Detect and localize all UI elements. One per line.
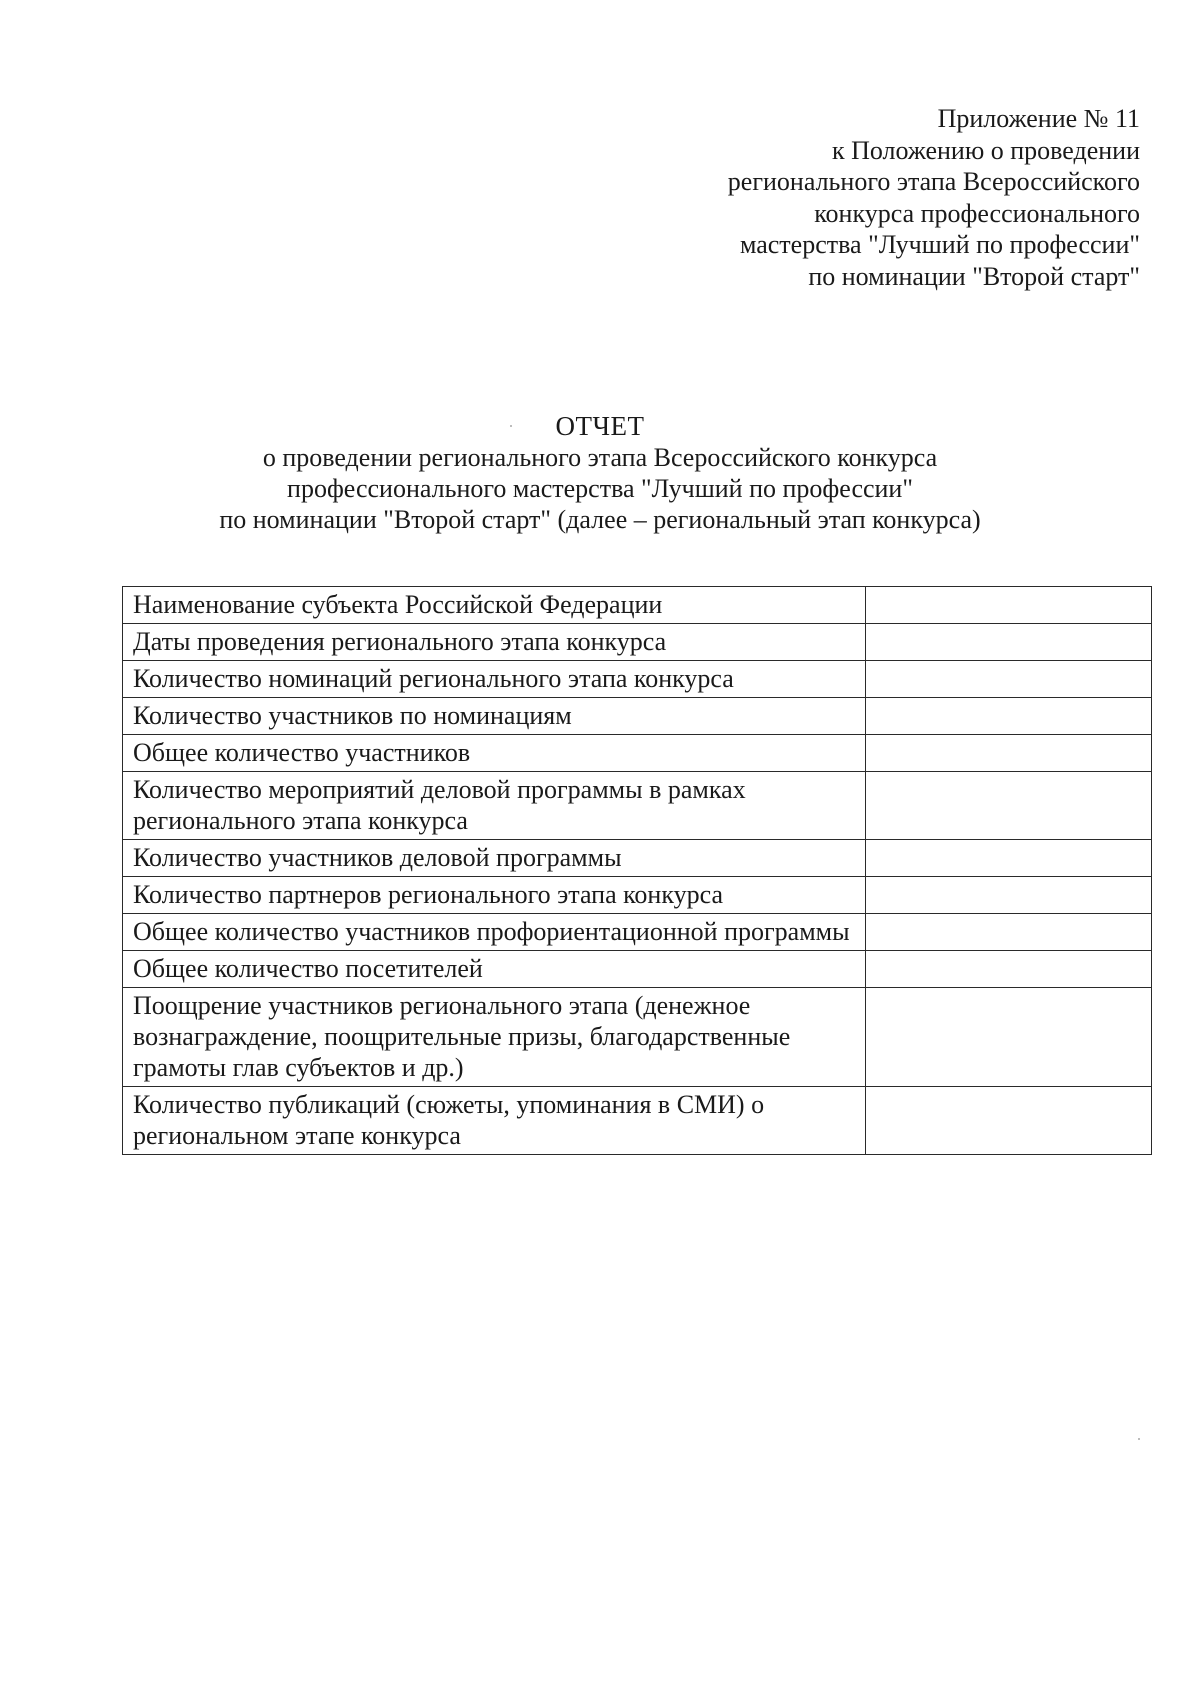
table-row [123, 840, 1152, 877]
table-row [123, 877, 1152, 914]
appendix-line: к Положению о проведении [831, 135, 1140, 165]
appendix-header [440, 103, 1140, 292]
row-label: Количество участников по номинациям [123, 698, 866, 735]
table-row [123, 772, 1152, 840]
row-value-cell[interactable] [865, 735, 1151, 772]
row-label: Общее количество участников [123, 735, 866, 772]
row-label: Даты проведения регионального этапа конкурса [123, 624, 866, 661]
appendix-line: регионального этапа Всероссийского [727, 167, 1140, 196]
table-row [123, 661, 1152, 698]
report-heading: ОТЧЕТ [555, 411, 645, 441]
table-row [123, 914, 1152, 951]
row-value-cell[interactable] [865, 914, 1151, 951]
row-value-cell[interactable] [865, 840, 1151, 877]
scan-speck [510, 425, 512, 427]
row-value-cell[interactable] [865, 698, 1151, 735]
row-label: Наименование субъекта Российской Федерации [123, 587, 866, 624]
appendix-line: по номинации "Второй старт" [808, 261, 1140, 291]
row-label: Количество участников деловой программы [123, 840, 866, 877]
table-row [123, 624, 1152, 661]
row-value-cell[interactable] [865, 624, 1151, 661]
row-value-cell[interactable] [865, 661, 1151, 698]
row-label: Количество номинаций регионального этапа конкурса [123, 661, 866, 698]
table-row [123, 1087, 1152, 1155]
row-value-cell[interactable] [865, 951, 1151, 988]
appendix-line: конкурса профессионального [814, 198, 1140, 228]
row-label: Количество публикаций (сюжеты, упоминания в СМИ) о региональном этапе конкурса [123, 1087, 866, 1155]
row-label: Поощрение участников регионального этапа (денежное вознаграждение, поощрительные призы, благодарственные грамоты глав субъектов и др.) [123, 988, 866, 1087]
table-row [123, 698, 1152, 735]
report-subtitle-line: профессионального мастерства "Лучший по профессии" [287, 474, 913, 503]
report-table [122, 586, 1152, 1155]
report-title-block [0, 411, 1200, 535]
table-row [123, 951, 1152, 988]
table-row [123, 988, 1152, 1087]
row-label: Количество мероприятий деловой программы в рамках регионального этапа конкурса [123, 772, 866, 840]
table-row [123, 735, 1152, 772]
scan-speck [1138, 1438, 1140, 1440]
table-row [123, 587, 1152, 624]
row-value-cell[interactable] [865, 988, 1151, 1087]
row-label: Общее количество посетителей [123, 951, 866, 988]
row-value-cell[interactable] [865, 587, 1151, 624]
row-value-cell[interactable] [865, 1087, 1151, 1155]
row-label: Общее количество участников профориентационной программы [123, 914, 866, 951]
report-subtitle-line: о проведении регионального этапа Всероссийского конкурса [262, 443, 938, 472]
report-subtitle-line: по номинации "Второй старт" (далее – региональный этап конкурса) [219, 505, 981, 534]
appendix-line: мастерства "Лучший по профессии" [739, 230, 1140, 259]
row-label: Количество партнеров регионального этапа конкурса [123, 877, 866, 914]
appendix-line: Приложение № 11 [937, 104, 1140, 133]
row-value-cell[interactable] [865, 772, 1151, 840]
row-value-cell[interactable] [865, 877, 1151, 914]
